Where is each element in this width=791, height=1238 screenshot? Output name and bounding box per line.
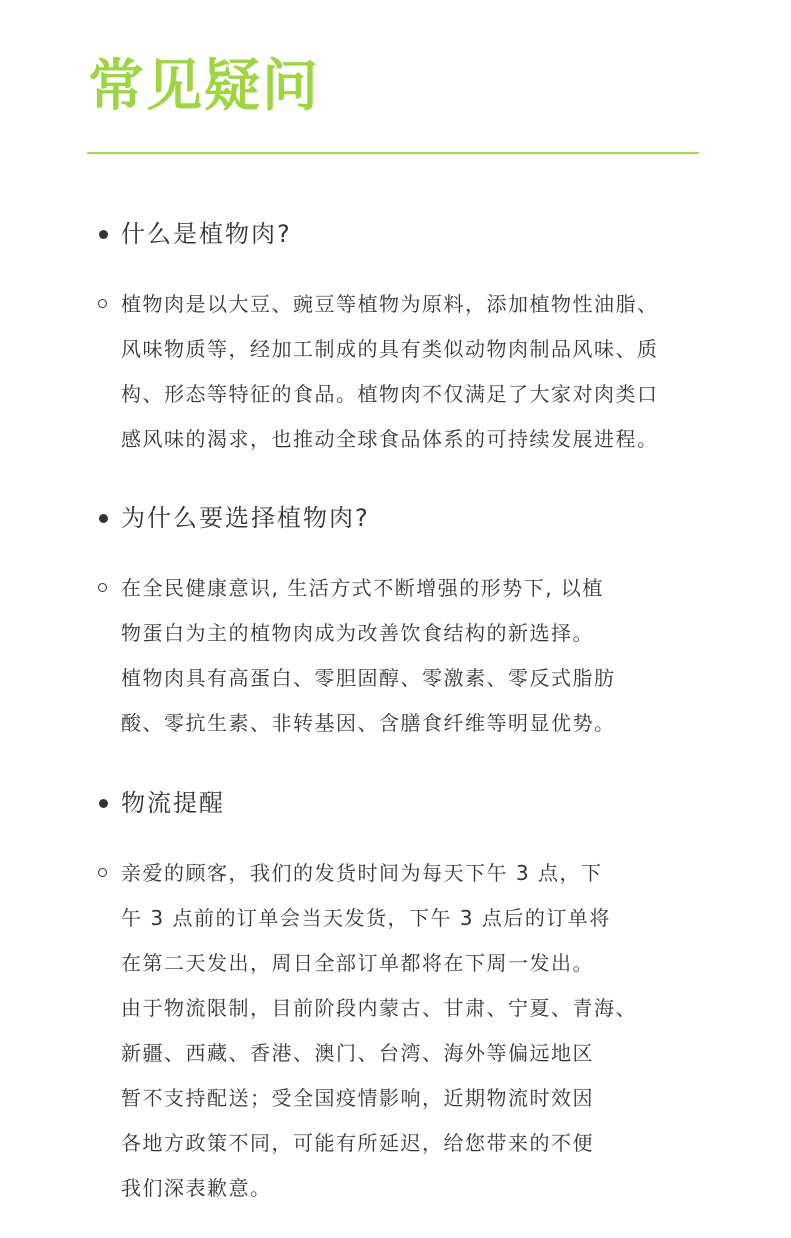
body-line: 感风味的渴求，也推动全球食品体系的可持续发展进程。 bbox=[121, 427, 659, 451]
faq-section-why bbox=[96, 501, 716, 746]
body-line: 在全民健康意识, 生活方式不断增强的形势下, 以植 bbox=[121, 576, 604, 600]
section-heading: 什么是植物肉? bbox=[121, 220, 292, 248]
body-line: 各地方政策不同，可能有所延迟，给您带来的不便 bbox=[121, 1131, 594, 1155]
bullet-ring-icon bbox=[98, 299, 107, 308]
page-title: 常见疑问 bbox=[88, 54, 320, 119]
bullet-dot-icon bbox=[99, 230, 108, 239]
body-line: 新疆、西藏、香港、澳门、台湾、海外等偏远地区 bbox=[121, 1041, 594, 1065]
body-line: 暂不支持配送；受全国疫情影响，近期物流时效因 bbox=[121, 1086, 594, 1110]
bullet-ring-icon bbox=[98, 583, 107, 592]
body-line: 我们深表歉意。 bbox=[121, 1176, 272, 1200]
body-line: 构、形态等特征的食品。植物肉不仅满足了大家对肉类口 bbox=[121, 382, 659, 406]
bullet-dot-icon bbox=[99, 514, 108, 523]
body-line: 植物肉具有高蛋白、零胆固醇、零激素、零反式脂肪 bbox=[121, 666, 616, 690]
bullet-dot-icon bbox=[99, 799, 108, 808]
faq-section-what bbox=[96, 217, 716, 462]
body-line: 物蛋白为主的植物肉成为改善饮食结构的新选择。 bbox=[121, 621, 594, 645]
body-line: 由于物流限制，目前阶段内蒙古、甘肃、宁夏、青海、 bbox=[121, 996, 637, 1020]
body-line: 风味物质等，经加工制成的具有类似动物肉制品风味、质 bbox=[121, 337, 659, 361]
section-heading: 物流提醒 bbox=[121, 789, 225, 817]
body-line: 午 3 点前的订单会当天发货，下午 3 点后的订单将 bbox=[121, 906, 611, 930]
body-line: 亲爱的顾客，我们的发货时间为每天下午 3 点，下 bbox=[121, 861, 603, 885]
faq-section-shipping bbox=[96, 786, 716, 1211]
bullet-ring-icon bbox=[98, 868, 107, 877]
body-line: 在第二天发出，周日全部订单都将在下周一发出。 bbox=[121, 951, 594, 975]
title-divider bbox=[87, 152, 699, 154]
section-heading: 为什么要选择植物肉? bbox=[121, 504, 370, 532]
body-line: 酸、零抗生素、非转基因、含膳食纤维等明显优势。 bbox=[121, 711, 616, 735]
body-line: 植物肉是以大豆、豌豆等植物为原料，添加植物性油脂、 bbox=[121, 292, 659, 316]
